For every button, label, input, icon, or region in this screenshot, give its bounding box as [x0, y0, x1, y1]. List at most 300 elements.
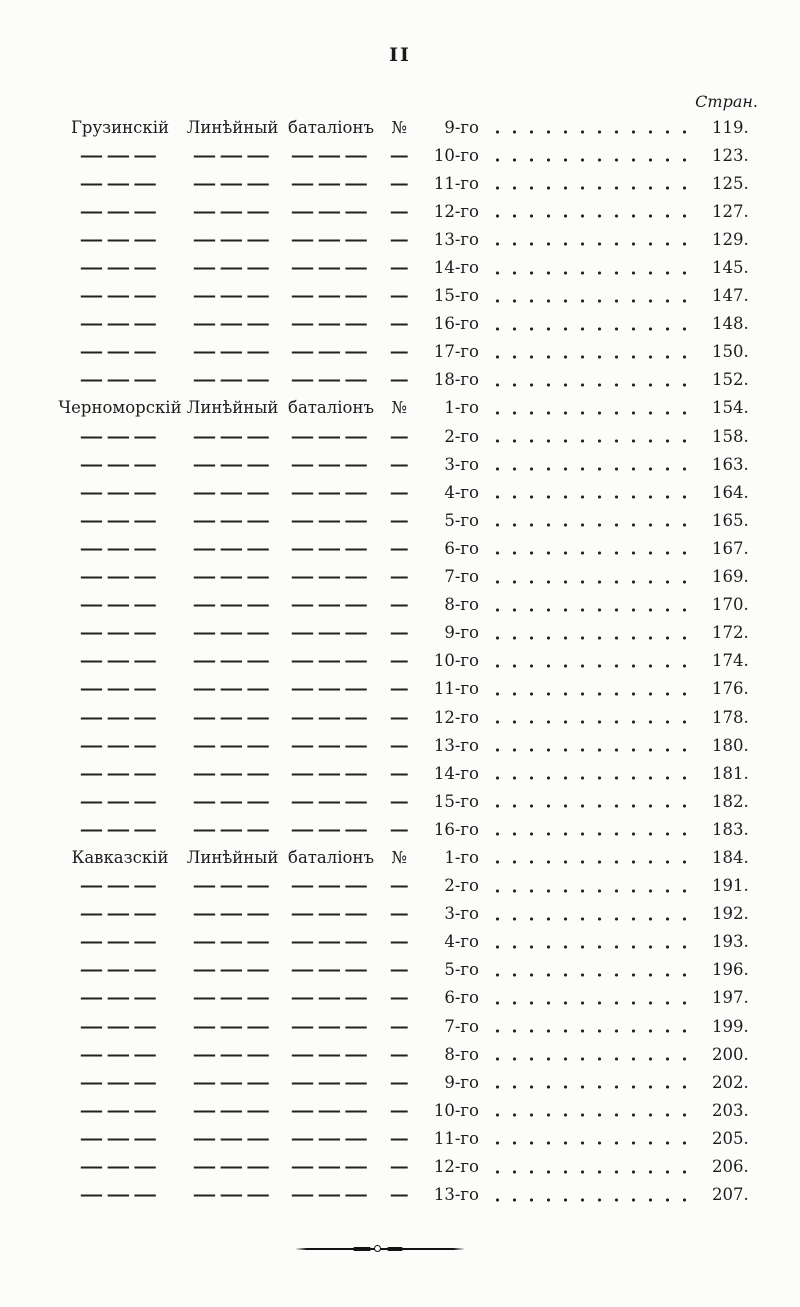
ditto-mark: ——— — [79, 370, 161, 390]
dot-leader — [487, 776, 698, 780]
page-number: 152. — [712, 370, 749, 390]
ditto-mark: ——— — [192, 1185, 273, 1205]
battalion-number: 14-го — [433, 763, 479, 783]
dot-leader — [487, 411, 698, 415]
toc-row — [55, 843, 760, 871]
toc-row — [55, 928, 760, 956]
battalion-number: 7-го — [444, 567, 479, 587]
ditto-mark: ——— — [192, 538, 273, 558]
page-number: 182. — [712, 791, 749, 811]
battalion-number: 5-го — [444, 510, 479, 530]
toc-row — [55, 394, 760, 422]
page-number: 169. — [712, 567, 749, 587]
ditto-mark: ——— — [192, 145, 273, 165]
dot-leader — [487, 860, 698, 864]
ditto-mark: ——— — [192, 904, 273, 924]
ditto-mark: ——— — [290, 567, 372, 587]
dot-leader — [487, 355, 698, 359]
ditto-mark: ——— — [290, 1044, 372, 1064]
ditto-mark: ——— — [192, 342, 273, 362]
ditto-mark: ——— — [290, 173, 372, 193]
battalion-number: 13-го — [433, 735, 479, 755]
ditto-mark: ——— — [192, 201, 273, 221]
ditto-mark: ——— — [290, 258, 372, 278]
dot-leader — [487, 523, 698, 527]
ditto-mark: — — [389, 1185, 409, 1205]
ditto-mark: — — [389, 651, 409, 671]
ditto-mark: ——— — [290, 651, 372, 671]
battalion-number: 11-го — [433, 173, 479, 193]
ditto-mark: ——— — [79, 342, 161, 362]
toc-row — [55, 1152, 760, 1180]
ditto-mark: ——— — [79, 651, 161, 671]
ditto-mark: ——— — [290, 595, 372, 615]
ditto-mark: ——— — [79, 229, 161, 249]
page-folio-number: II — [389, 44, 411, 66]
pages-column-header: Стран. — [695, 92, 758, 111]
toc-row — [55, 338, 760, 366]
dot-leader — [487, 158, 698, 162]
toc-row — [55, 759, 760, 787]
ditto-mark: — — [389, 960, 409, 980]
battalion-number: 16-го — [433, 314, 479, 334]
toc-row — [55, 169, 760, 197]
page-number: 193. — [712, 932, 749, 952]
ditto-mark: ——— — [192, 623, 273, 643]
ditto-mark: ——— — [192, 819, 273, 839]
ditto-mark: ——— — [290, 145, 372, 165]
ditto-mark: ——— — [192, 173, 273, 193]
ditto-mark: — — [389, 763, 409, 783]
ditto-mark: ——— — [79, 567, 161, 587]
ditto-mark: ——— — [192, 1044, 273, 1064]
ornament-blob-left — [353, 1247, 371, 1251]
dot-leader — [487, 1057, 698, 1061]
dot-leader — [487, 130, 698, 134]
ditto-mark: ——— — [192, 286, 273, 306]
battalion-label: баталіонъ — [288, 847, 374, 867]
ditto-mark: ——— — [192, 454, 273, 474]
toc-row — [55, 534, 760, 562]
page-number: 145. — [712, 258, 749, 278]
ditto-mark: ——— — [290, 904, 372, 924]
ditto-mark: ——— — [192, 1128, 273, 1148]
ditto-mark: ——— — [79, 904, 161, 924]
toc-row — [55, 591, 760, 619]
page-number: 164. — [712, 482, 749, 502]
ditto-mark: ——— — [79, 426, 161, 446]
lineiny-label: Линѣйный — [186, 398, 279, 418]
ditto-mark: ——— — [79, 735, 161, 755]
page-number: 191. — [712, 876, 749, 896]
battalion-number: 12-го — [433, 201, 479, 221]
ditto-mark: — — [389, 145, 409, 165]
page-number: 203. — [712, 1100, 749, 1120]
dot-leader — [487, 889, 698, 893]
ditto-mark: ——— — [192, 426, 273, 446]
ditto-mark: — — [389, 595, 409, 615]
ditto-mark: ——— — [290, 1100, 372, 1120]
page-number: 181. — [712, 763, 749, 783]
ditto-mark: — — [389, 932, 409, 952]
dot-leader — [487, 242, 698, 246]
ditto-mark: — — [389, 258, 409, 278]
ditto-mark: — — [389, 314, 409, 334]
ditto-mark: — — [389, 454, 409, 474]
ditto-mark: ——— — [290, 988, 372, 1008]
ornament-blob-right — [387, 1247, 403, 1251]
dot-leader — [487, 271, 698, 275]
toc-row — [55, 1124, 760, 1152]
page-number: 197. — [712, 988, 749, 1008]
ditto-mark: ——— — [79, 482, 161, 502]
battalion-number: 18-го — [433, 370, 479, 390]
ditto-mark: — — [389, 1016, 409, 1036]
ditto-mark: ——— — [290, 370, 372, 390]
battalion-number: 3-го — [444, 904, 479, 924]
toc-row — [55, 141, 760, 169]
ditto-mark: — — [389, 1072, 409, 1092]
regiment-name: Кавказскій — [71, 847, 169, 867]
battalion-number: 6-го — [444, 538, 479, 558]
ditto-mark: ——— — [79, 876, 161, 896]
toc-row — [55, 619, 760, 647]
toc-row — [55, 900, 760, 928]
battalion-number: 10-го — [433, 651, 479, 671]
page-number: 180. — [712, 735, 749, 755]
dot-leader — [487, 720, 698, 724]
battalion-number: 12-го — [433, 707, 479, 727]
ditto-mark: ——— — [192, 567, 273, 587]
toc-row — [55, 1096, 760, 1124]
toc-row — [55, 815, 760, 843]
toc-row — [55, 703, 760, 731]
ditto-mark: — — [389, 1100, 409, 1120]
number-sign: № — [391, 398, 407, 418]
page-number: 158. — [712, 426, 749, 446]
page-number: 199. — [712, 1016, 749, 1036]
page-number: 129. — [712, 229, 749, 249]
ditto-mark: — — [389, 370, 409, 390]
ditto-mark: ——— — [192, 595, 273, 615]
toc-row — [55, 731, 760, 759]
battalion-number: 8-го — [444, 1044, 479, 1064]
toc-row — [55, 478, 760, 506]
lineiny-label: Линѣйный — [186, 847, 279, 867]
regiment-name: Грузинскій — [70, 117, 170, 137]
ditto-mark: — — [389, 482, 409, 502]
dot-leader — [487, 1113, 698, 1117]
battalion-number: 1-го — [444, 847, 479, 867]
page-number: 172. — [712, 623, 749, 643]
battalion-number: 9-го — [444, 117, 479, 137]
dot-leader — [487, 299, 698, 303]
toc-row — [55, 113, 760, 141]
ditto-mark: ——— — [192, 229, 273, 249]
ditto-mark: — — [389, 342, 409, 362]
dot-leader — [487, 383, 698, 387]
ditto-mark: — — [389, 201, 409, 221]
ditto-mark: ——— — [192, 651, 273, 671]
ditto-mark: ——— — [192, 1072, 273, 1092]
ditto-mark: ——— — [290, 286, 372, 306]
ditto-mark: ——— — [192, 482, 273, 502]
dot-leader — [487, 748, 698, 752]
battalion-number: 15-го — [433, 286, 479, 306]
battalion-number: 7-го — [444, 1016, 479, 1036]
dot-leader — [487, 1141, 698, 1145]
toc-row — [55, 984, 760, 1012]
ditto-mark: ——— — [290, 960, 372, 980]
dot-leader — [487, 664, 698, 668]
battalion-number: 11-го — [433, 679, 479, 699]
battalion-number: 4-го — [444, 482, 479, 502]
ditto-mark: ——— — [79, 173, 161, 193]
ditto-mark: ——— — [290, 426, 372, 446]
ditto-mark: ——— — [79, 791, 161, 811]
ditto-mark: — — [389, 286, 409, 306]
dot-leader — [487, 804, 698, 808]
ditto-mark: — — [389, 791, 409, 811]
page-number: 125. — [712, 173, 749, 193]
page-number: 123. — [712, 145, 749, 165]
page-number: 165. — [712, 510, 749, 530]
battalion-number: 10-го — [433, 1100, 479, 1120]
ditto-mark: ——— — [290, 876, 372, 896]
ditto-mark: ——— — [192, 791, 273, 811]
ditto-mark: ——— — [192, 370, 273, 390]
dot-leader — [487, 551, 698, 555]
page-number: 163. — [712, 454, 749, 474]
dot-leader — [487, 832, 698, 836]
battalion-number: 13-го — [433, 1185, 479, 1205]
battalion-label: баталіонъ — [288, 398, 374, 418]
ditto-mark: ——— — [192, 679, 273, 699]
ditto-mark: ——— — [290, 538, 372, 558]
ditto-mark: — — [389, 1157, 409, 1177]
ditto-mark: ——— — [79, 258, 161, 278]
ditto-mark: — — [389, 229, 409, 249]
number-sign: № — [391, 847, 407, 867]
number-sign: № — [391, 117, 407, 137]
ditto-mark: ——— — [192, 258, 273, 278]
toc-row — [55, 1012, 760, 1040]
toc-rows — [55, 113, 760, 1209]
dot-leader — [487, 327, 698, 331]
battalion-number: 8-го — [444, 595, 479, 615]
toc-row — [55, 422, 760, 450]
ditto-mark: — — [389, 707, 409, 727]
toc-row — [55, 1068, 760, 1096]
toc-row — [55, 675, 760, 703]
ditto-mark: ——— — [79, 623, 161, 643]
toc-row — [55, 366, 760, 394]
dot-leader — [487, 1029, 698, 1033]
toc-row — [55, 1040, 760, 1068]
toc-row — [55, 506, 760, 534]
ditto-mark: ——— — [79, 1100, 161, 1120]
ditto-mark: ——— — [79, 679, 161, 699]
ditto-mark: ——— — [192, 1100, 273, 1120]
ditto-mark: ——— — [290, 1157, 372, 1177]
toc-row — [55, 647, 760, 675]
ditto-mark: ——— — [290, 932, 372, 952]
toc-row — [55, 253, 760, 281]
ditto-mark: — — [389, 623, 409, 643]
ditto-mark: ——— — [192, 1157, 273, 1177]
ditto-mark: ——— — [79, 201, 161, 221]
dot-leader — [487, 1001, 698, 1005]
ditto-mark: ——— — [79, 510, 161, 530]
ditto-mark: ——— — [79, 454, 161, 474]
ditto-mark: ——— — [79, 988, 161, 1008]
ditto-mark: — — [389, 679, 409, 699]
dot-leader — [487, 439, 698, 443]
dot-leader — [487, 580, 698, 584]
battalion-number: 12-го — [433, 1157, 479, 1177]
page-number: 183. — [712, 819, 749, 839]
ditto-mark: ——— — [290, 707, 372, 727]
ditto-mark: ——— — [290, 1185, 372, 1205]
page-number: 119. — [712, 117, 749, 137]
ditto-mark: ——— — [290, 229, 372, 249]
ditto-mark: ——— — [192, 988, 273, 1008]
ditto-mark: ——— — [290, 623, 372, 643]
dot-leader — [487, 636, 698, 640]
dot-leader — [487, 1085, 698, 1089]
toc-row — [55, 956, 760, 984]
ditto-mark: ——— — [192, 960, 273, 980]
ditto-mark: ——— — [290, 342, 372, 362]
ditto-mark: ——— — [79, 932, 161, 952]
battalion-number: 5-го — [444, 960, 479, 980]
end-rule-ornament — [295, 1244, 465, 1254]
ditto-mark: ——— — [290, 763, 372, 783]
ditto-mark: ——— — [79, 595, 161, 615]
battalion-label: баталіонъ — [288, 117, 374, 137]
dot-leader — [487, 495, 698, 499]
dot-leader — [487, 917, 698, 921]
ditto-mark: — — [389, 426, 409, 446]
battalion-number: 11-го — [433, 1128, 479, 1148]
ditto-mark: — — [389, 510, 409, 530]
battalion-number: 15-го — [433, 791, 479, 811]
dot-leader — [487, 214, 698, 218]
ditto-mark: ——— — [290, 679, 372, 699]
ditto-mark: — — [389, 1128, 409, 1148]
battalion-number: 3-го — [444, 454, 479, 474]
page-number: 200. — [712, 1044, 749, 1064]
ditto-mark: ——— — [192, 510, 273, 530]
toc-row — [55, 787, 760, 815]
dot-leader — [487, 692, 698, 696]
page-number: 176. — [712, 679, 749, 699]
ditto-mark: ——— — [192, 876, 273, 896]
ditto-mark: ——— — [79, 145, 161, 165]
toc-row — [55, 310, 760, 338]
ditto-mark: — — [389, 988, 409, 1008]
dot-leader — [487, 186, 698, 190]
ditto-mark: ——— — [79, 1072, 161, 1092]
battalion-number: 9-го — [444, 623, 479, 643]
battalion-number: 13-го — [433, 229, 479, 249]
page-number: 150. — [712, 342, 749, 362]
ditto-mark: — — [389, 567, 409, 587]
ditto-mark: ——— — [79, 1044, 161, 1064]
ditto-mark: ——— — [290, 201, 372, 221]
battalion-number: 16-го — [433, 819, 479, 839]
page-number: 196. — [712, 960, 749, 980]
page-number: 148. — [712, 314, 749, 334]
ditto-mark: ——— — [290, 1128, 372, 1148]
lineiny-label: Линѣйный — [186, 117, 279, 137]
battalion-number: 10-го — [433, 145, 479, 165]
toc-row — [55, 872, 760, 900]
page-number: 202. — [712, 1072, 749, 1092]
page-number: 167. — [712, 538, 749, 558]
page-number: 170. — [712, 595, 749, 615]
ditto-mark: ——— — [79, 1128, 161, 1148]
battalion-number: 2-го — [444, 876, 479, 896]
ditto-mark: — — [389, 538, 409, 558]
ditto-mark: ——— — [192, 314, 273, 334]
page-number: 207. — [712, 1185, 749, 1205]
ditto-mark: ——— — [290, 1072, 372, 1092]
toc-row — [55, 1181, 760, 1209]
dot-leader — [487, 608, 698, 612]
ditto-mark: ——— — [79, 960, 161, 980]
battalion-number: 17-го — [433, 342, 479, 362]
ditto-mark: ——— — [192, 735, 273, 755]
toc-row — [55, 197, 760, 225]
ditto-mark: ——— — [79, 1185, 161, 1205]
ditto-mark: ——— — [79, 819, 161, 839]
page-number: 192. — [712, 904, 749, 924]
ditto-mark: ——— — [79, 538, 161, 558]
ditto-mark: — — [389, 1044, 409, 1064]
ditto-mark: ——— — [290, 1016, 372, 1036]
ditto-mark: ——— — [79, 314, 161, 334]
ditto-mark: — — [389, 904, 409, 924]
dot-leader — [487, 973, 698, 977]
battalion-number: 14-го — [433, 258, 479, 278]
toc-row — [55, 282, 760, 310]
ditto-mark: ——— — [290, 314, 372, 334]
ditto-mark: ——— — [290, 735, 372, 755]
ditto-mark: ——— — [290, 454, 372, 474]
toc-row — [55, 563, 760, 591]
ditto-mark: ——— — [290, 791, 372, 811]
page-number: 174. — [712, 651, 749, 671]
regiment-name: Черноморскій — [58, 398, 182, 418]
toc-row — [55, 225, 760, 253]
battalion-number: 2-го — [444, 426, 479, 446]
page-number: 154. — [712, 398, 749, 418]
dot-leader — [487, 1170, 698, 1174]
ditto-mark: ——— — [79, 1157, 161, 1177]
page-number: 147. — [712, 286, 749, 306]
battalion-number: 6-го — [444, 988, 479, 1008]
battalion-number: 4-го — [444, 932, 479, 952]
ditto-mark: — — [389, 876, 409, 896]
page-number: 127. — [712, 201, 749, 221]
ditto-mark: ——— — [79, 286, 161, 306]
battalion-number: 9-го — [444, 1072, 479, 1092]
ditto-mark: ——— — [290, 510, 372, 530]
page-number: 184. — [712, 847, 749, 867]
page-number: 206. — [712, 1157, 749, 1177]
toc-row — [55, 450, 760, 478]
